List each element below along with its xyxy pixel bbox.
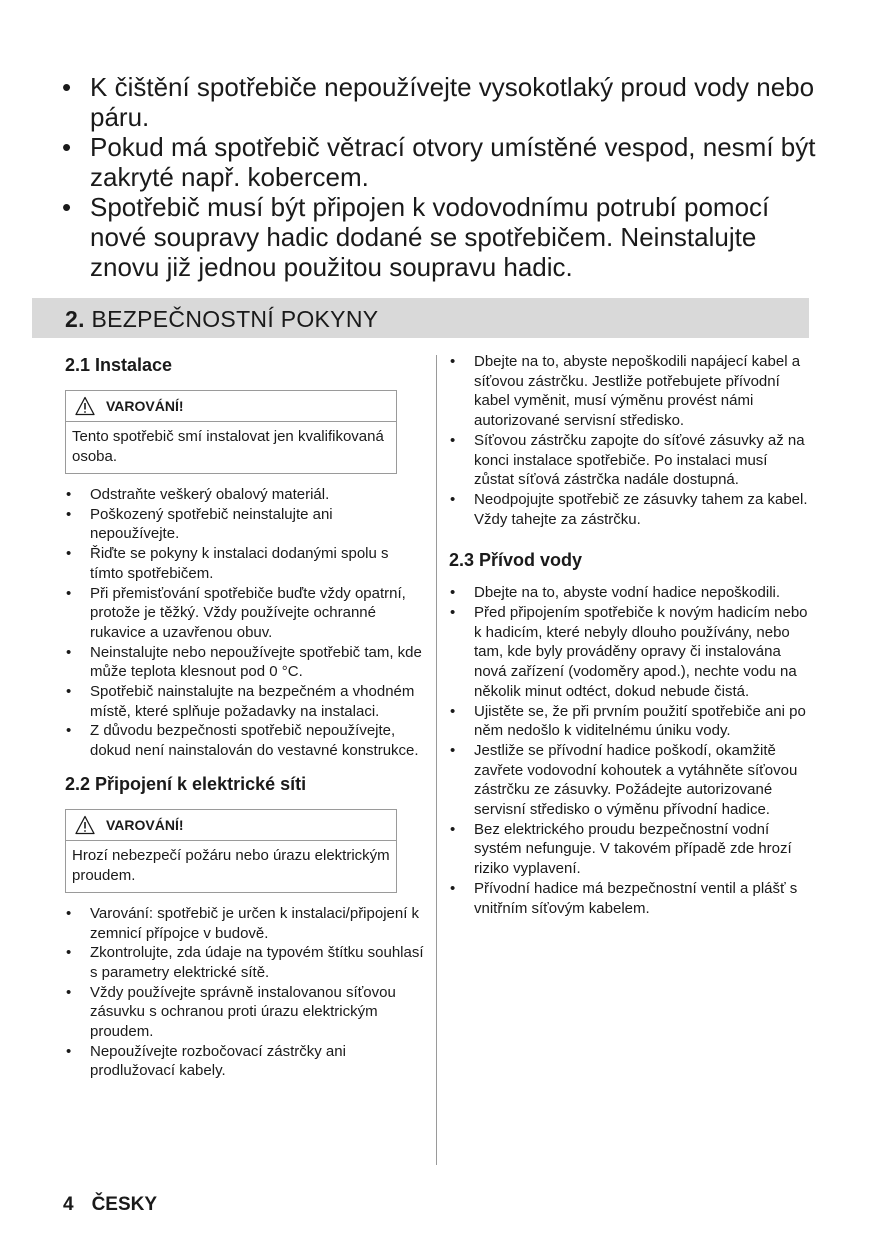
- warning-title: VAROVÁNÍ!: [106, 398, 184, 414]
- installation-heading: 2.1 Instalace: [65, 355, 173, 375]
- left-column: [65, 352, 425, 1081]
- section-title: [65, 306, 378, 332]
- warning-header: [66, 391, 396, 422]
- warning-text: Hrozí nebezpečí požáru nebo úrazu elektrickým proudem.: [72, 846, 390, 884]
- warning-triangle-icon: [75, 396, 95, 416]
- electrical-list-continued: [449, 352, 809, 529]
- list-item: • Odstraňte veškerý obalový materiál.: [65, 485, 425, 505]
- list-item: • Síťovou zástrčku zapojte do síťové zásuvky až na konci instalace spotřebiče. Po instalaci musí zůstat síťová zástrčka nadále dostupná.: [449, 431, 809, 490]
- column-divider: [436, 355, 437, 1165]
- installation-warning-box: [65, 390, 397, 474]
- intro-bullet-list: [60, 72, 820, 282]
- warning-text: Tento spotřebič smí instalovat jen kvalifikovaná osoba.: [72, 428, 384, 465]
- section-header-bar: [32, 298, 809, 338]
- list-item: • Vždy používejte správně instalovanou síťovou zásuvku s ochranou proti úrazu elektrickým proudem.: [65, 983, 425, 1042]
- section-title-text: BEZPEČNOSTNÍ POKYNY: [91, 306, 379, 332]
- right-column: [449, 352, 809, 918]
- installation-list: [65, 485, 425, 761]
- water-supply-heading: 2.3 Přívod vody: [449, 550, 583, 571]
- list-item: • Při přemisťování spotřebiče buďte vždy opatrní, protože je těžký. Vždy používejte ochranné rukavice a uzavřenou obuv.: [65, 584, 425, 643]
- section-number: 2.: [65, 306, 85, 332]
- electrical-warning-box: [65, 809, 397, 893]
- list-item: • Bez elektrického proudu bezpečnostní vodní systém nefunguje. V takovém případě zde hrozí riziko vyplavení.: [449, 820, 809, 879]
- list-item: • Neinstalujte nebo nepoužívejte spotřebič tam, kde může teplota klesnout pod 0 °C.: [65, 643, 425, 682]
- page-number: 4: [63, 1194, 74, 1215]
- list-item: • Nepoužívejte rozbočovací zástrčky ani prodlužovací kabely.: [65, 1042, 425, 1081]
- electrical-heading: 2.2 Připojení k elektrické síti: [65, 773, 307, 794]
- list-item: • Z důvodu bezpečnosti spotřebič nepoužívejte, dokud není nainstalován do vestavné konstrukce.: [65, 721, 425, 760]
- list-item: • Poškozený spotřebič neinstalujte ani nepoužívejte.: [65, 505, 425, 544]
- list-item: • Řiďte se pokyny k instalaci dodanými spolu s tímto spotřebičem.: [65, 544, 425, 583]
- warning-title: VAROVÁNÍ!: [106, 816, 184, 833]
- list-item: • Před připojením spotřebiče k novým hadicím nebo k hadicím, které nebyly dlouho používány, nebo tam, kde byly prováděny opravy či instalována nová zařízení (vodoměry apod.), nechte vodu na několik minut odtéct, dokud nebude čistá.: [449, 603, 809, 702]
- list-item: • Přívodní hadice má bezpečnostní ventil a plášť s vnitřním síťovým kabelem.: [449, 879, 809, 918]
- language-label: ČESKY: [91, 1194, 158, 1215]
- intro-bullet: • Pokud má spotřebič větrací otvory umístěné vespod, nesmí být zakryté např. kobercem.: [60, 132, 820, 192]
- list-item: • Jestliže se přívodní hadice poškodí, okamžitě zavřete vodovodní kohoutek a vytáhněte síťovou zástrčku ze zásuvky. Požádejte autorizované servisní středisko o výměnu přívodní hadice.: [449, 741, 809, 820]
- list-item: • Ujistěte se, že při prvním použití spotřebiče ani po něm nedošlo k viditelnému úniku vody.: [449, 702, 809, 741]
- list-item: • Neodpojujte spotřebič ze zásuvky tahem za kabel. Vždy tahejte za zástrčku.: [449, 490, 809, 529]
- warning-header: [66, 810, 396, 841]
- list-item: • Varování: spotřebič je určen k instalaci/připojení k zemnicí přípojce v budově.: [65, 904, 425, 943]
- electrical-list: [65, 904, 425, 1081]
- list-item: • Dbejte na to, abyste vodní hadice nepoškodili.: [449, 583, 809, 603]
- list-item: • Zkontrolujte, zda údaje na typovém štítku souhlasí s parametry elektrické sítě.: [65, 943, 425, 982]
- list-item: • Dbejte na to, abyste nepoškodili napájecí kabel a síťovou zástrčku. Jestliže potřebujete přívodní kabel vyměnit, musí výměnu provést námi autorizované servisní středisko.: [449, 352, 809, 431]
- intro-bullet: • K čištění spotřebiče nepoužívejte vysokotlaký proud vody nebo páru.: [60, 72, 820, 132]
- intro-bullet: • Spotřebič musí být připojen k vodovodnímu potrubí pomocí nové soupravy hadic dodané se spotřebičem. Neinstalujte znovu již jednou použitou soupravu hadic.: [60, 192, 820, 282]
- warning-triangle-icon: [75, 815, 95, 835]
- page-footer: [63, 1193, 175, 1217]
- water-supply-list: [449, 583, 809, 918]
- list-item: • Spotřebič nainstalujte na bezpečném a vhodném místě, které splňuje požadavky na instalaci.: [65, 682, 425, 721]
